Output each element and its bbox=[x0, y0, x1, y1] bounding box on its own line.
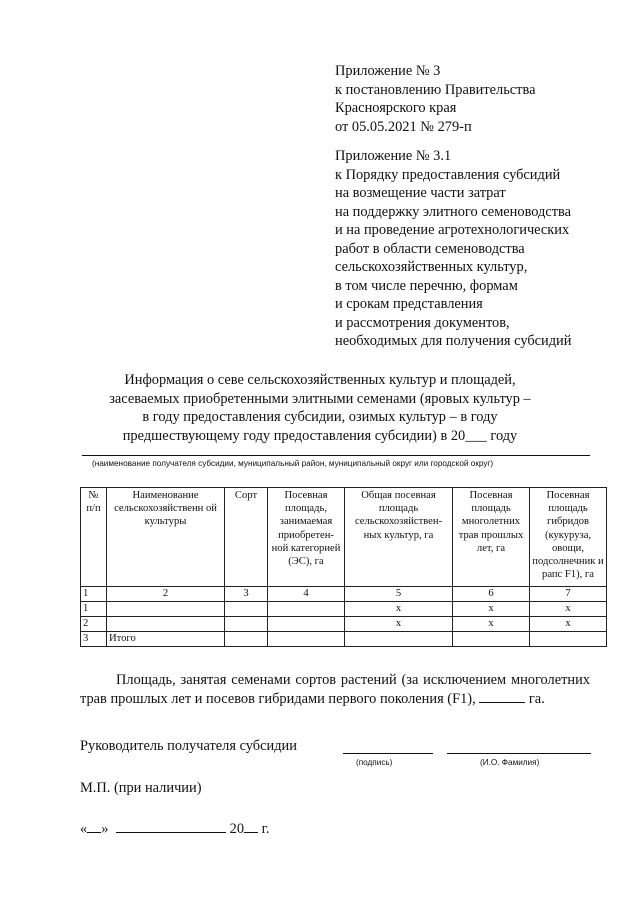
table-header-row bbox=[81, 488, 607, 587]
table-cell: 5 bbox=[345, 587, 453, 602]
area-blank[interactable] bbox=[479, 690, 525, 703]
table-cell[interactable] bbox=[453, 632, 530, 647]
col-header-crop-name: Наименование сельскохозяйственн ой культуры bbox=[107, 488, 225, 587]
year-prefix: 20 bbox=[229, 821, 245, 837]
crops-table bbox=[80, 487, 607, 647]
table-row bbox=[81, 587, 607, 602]
appendix-main-line: от 05.05.2021 № 279-п bbox=[335, 118, 472, 135]
recipient-name-line[interactable] bbox=[82, 455, 590, 456]
signature-label: Руководитель получателя субсидии bbox=[80, 738, 297, 754]
table-cell: x bbox=[453, 602, 530, 617]
appendix-main-line: Приложение № 3 bbox=[335, 63, 441, 79]
table-row bbox=[81, 602, 607, 617]
appendix-sub-line: и рассмотрения документов, bbox=[335, 314, 510, 331]
table-cell[interactable] bbox=[530, 632, 607, 647]
table-cell[interactable] bbox=[268, 617, 345, 632]
appendix-main-line: Красноярского края bbox=[335, 100, 457, 116]
table-cell: Итого bbox=[107, 632, 225, 647]
form-title bbox=[60, 371, 580, 446]
name-caption: (И.О. Фамилия) bbox=[480, 758, 540, 767]
table-row bbox=[81, 617, 607, 632]
month-blank[interactable] bbox=[116, 820, 226, 833]
appendix-sub-line: работ в области семеноводства bbox=[335, 240, 525, 257]
appendix-sub-line: к Порядку предоставления субсидий bbox=[335, 166, 561, 183]
table-cell[interactable] bbox=[225, 617, 268, 632]
table-cell[interactable] bbox=[225, 602, 268, 617]
title-line: Информация о севе сельскохозяйственных культур и площадей, bbox=[124, 372, 516, 388]
stamp-text: М.П. (при наличии) bbox=[80, 780, 202, 796]
year-blank[interactable] bbox=[244, 820, 258, 833]
table-cell[interactable] bbox=[345, 632, 453, 647]
appendix-sub-line: на поддержку элитного семеноводства bbox=[335, 203, 572, 220]
area-paragraph bbox=[80, 671, 590, 708]
table-cell: 2 bbox=[81, 617, 107, 632]
date-line bbox=[80, 820, 270, 838]
appendix-sub-line: сельскохозяйственных культур, bbox=[335, 259, 528, 275]
area-paragraph-text: Площадь, занятая семенами сортов растений (за исключением многолетних трав прошлых лет и посевов гибридами первого поколения (F1), bbox=[80, 672, 590, 707]
table-cell[interactable] bbox=[107, 617, 225, 632]
appendix-main bbox=[335, 62, 535, 136]
table-cell: x bbox=[345, 617, 453, 632]
table-row-total bbox=[81, 632, 607, 647]
name-line[interactable] bbox=[447, 753, 591, 754]
table-cell[interactable] bbox=[268, 602, 345, 617]
table-cell: 1 bbox=[81, 587, 107, 602]
title-line: засеваемых приобретенными элитными семенами (яровых культур – bbox=[109, 390, 531, 407]
appendix-sub-line: на возмещение части затрат bbox=[335, 185, 506, 201]
signature-line[interactable] bbox=[343, 753, 433, 754]
date-open-quote: « bbox=[80, 821, 88, 837]
appendix-sub-line: необходимых для получения субсидий bbox=[335, 333, 572, 349]
appendix-sub-line: и срокам представления bbox=[335, 296, 483, 312]
col-header-variety: Сорт bbox=[225, 488, 268, 587]
recipient-caption: (наименование получателя субсидии, муниципальный район, муниципальный округ или городской округ) bbox=[92, 459, 494, 468]
table-cell: 7 bbox=[530, 587, 607, 602]
title-line: в году предоставления субсидии, озимых культур – в году bbox=[142, 409, 498, 426]
col-header-elite-area: Посевная площадь, занимаемая приобретен- ной категорией (ЭС), га bbox=[268, 488, 345, 587]
title-line: предшествующему году предоставления субсидии) в 20___ году bbox=[122, 428, 518, 445]
table-cell: 6 bbox=[453, 587, 530, 602]
table-cell: 3 bbox=[81, 632, 107, 647]
area-unit: га. bbox=[528, 690, 545, 707]
col-header-perennial-area: Посевная площадь многолетних трав прошлых лет, га bbox=[453, 488, 530, 587]
table-cell[interactable] bbox=[268, 632, 345, 647]
appendix-main-line: к постановлению Правительства bbox=[335, 81, 536, 98]
appendix-sub-line: в том числе перечню, формам bbox=[335, 277, 518, 294]
year-suffix: г. bbox=[261, 821, 270, 837]
col-header-number: № п/п bbox=[81, 488, 107, 587]
col-header-total-area: Общая посевная площадь сельскохозяйствен- ных культур, га bbox=[345, 488, 453, 587]
table-cell: x bbox=[453, 617, 530, 632]
table-cell[interactable] bbox=[225, 632, 268, 647]
signature-caption: (подпись) bbox=[356, 758, 393, 767]
table-cell: 2 bbox=[107, 587, 225, 602]
table-cell: x bbox=[345, 602, 453, 617]
table-cell: 1 bbox=[81, 602, 107, 617]
table-cell: 3 bbox=[225, 587, 268, 602]
table-cell: x bbox=[530, 602, 607, 617]
table-cell: 4 bbox=[268, 587, 345, 602]
table-cell[interactable] bbox=[107, 602, 225, 617]
appendix-sub-line: и на проведение агротехнологических bbox=[335, 222, 570, 238]
appendix-sub-line: Приложение № 3.1 bbox=[335, 148, 452, 164]
day-blank[interactable] bbox=[87, 820, 101, 833]
col-header-hybrid-area: Посевная площадь гибридов (кукуруза, овощи, подсолнечник и рапс F1), га bbox=[530, 488, 607, 587]
date-close-quote: » bbox=[101, 821, 109, 837]
table-cell: x bbox=[530, 617, 607, 632]
appendix-sub bbox=[335, 147, 571, 351]
